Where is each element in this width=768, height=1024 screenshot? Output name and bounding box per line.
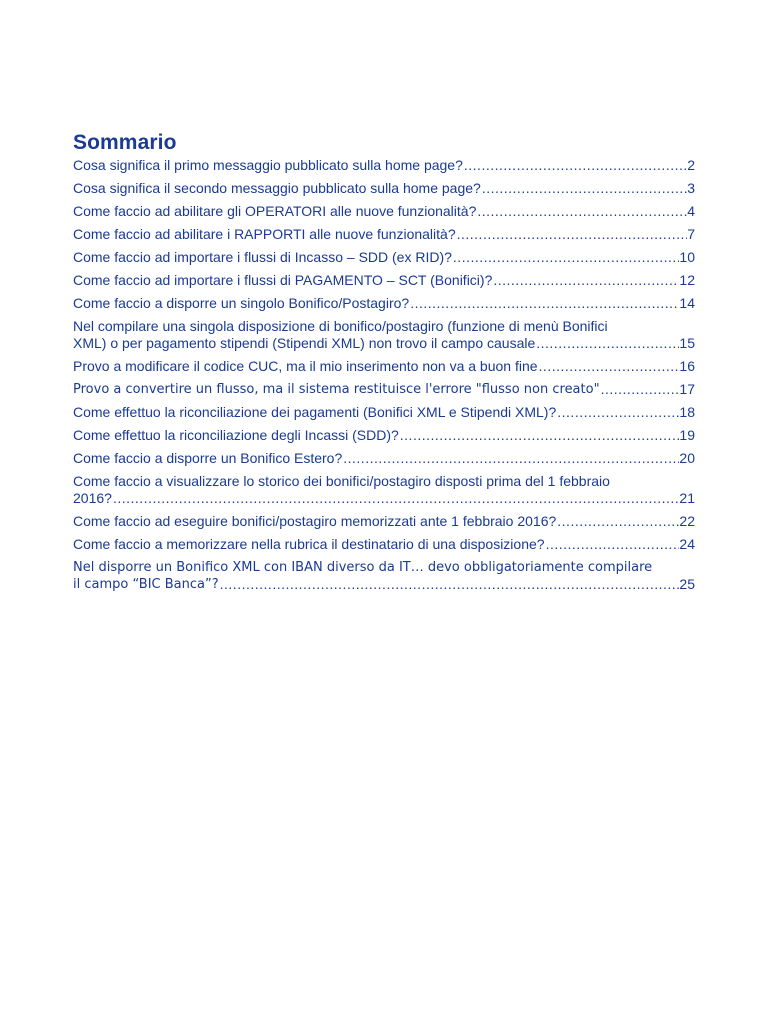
toc-leader-dots (492, 272, 679, 289)
toc-entry[interactable] (73, 203, 695, 220)
toc-entry-title: Come faccio a disporre un singolo Bonifico/Postagiro? (73, 295, 410, 311)
toc-entry[interactable] (73, 513, 695, 530)
toc-entry-title: Come faccio a disporre un Bonifico Estero? (73, 450, 343, 466)
toc-entry-title: Come faccio ad importare i flussi di PAGAMENTO – SCT (Bonifici)? (73, 272, 493, 288)
toc-page-number: 7 (687, 226, 695, 242)
toc-leader-dots (481, 180, 687, 197)
toc-page-number: 4 (687, 203, 695, 219)
toc-entry-title: Come effettuo la riconciliazione degli Incassi (SDD)? (73, 427, 399, 443)
toc-entry-title: Provo a modificare il codice CUC, ma il mio inserimento non va a buon fine (73, 358, 538, 374)
toc-entry-title-line2: il campo “BIC Banca”? (73, 577, 219, 592)
toc-leader-dots (463, 157, 687, 174)
toc-leader-dots (556, 513, 679, 530)
toc-entry-title-line1: Nel compilare una singola disposizione di bonifico/postagiro (funzione di menù Bonifici (73, 318, 608, 334)
toc-leader-dots (456, 226, 688, 243)
toc-page-number: 24 (679, 536, 695, 552)
toc-page-number: 17 (679, 381, 695, 397)
toc-leader-dots (535, 335, 679, 352)
toc-entry-title-line2: XML) o per pagamento stipendi (Stipendi XML) non trovo il campo causale (73, 335, 536, 351)
toc-entry-last-line (73, 576, 695, 593)
toc-page-number: 15 (679, 335, 695, 351)
toc-entry-title-line1: Nel disporre un Bonifico XML con IBAN diverso da IT… devo obbligatoriamente compilare (73, 560, 653, 575)
toc-leader-dots (452, 249, 680, 266)
toc-page-number: 18 (679, 404, 695, 420)
toc-entry-title: Provo a convertire un flusso, ma il sistema restituisce l'errore "flusso non creato" (73, 382, 600, 397)
toc-entry[interactable] (73, 450, 695, 467)
toc-entry[interactable] (73, 427, 695, 444)
toc-list (73, 157, 695, 599)
toc-page-number: 16 (679, 358, 695, 374)
toc-entry-title: Come faccio ad abilitare i RAPPORTI alle nuove funzionalità? (73, 226, 456, 242)
toc-leader-dots (545, 536, 680, 553)
toc-entry-title-line2: 2016? (73, 490, 112, 506)
toc-leader-dots (399, 427, 680, 444)
toc-entry[interactable] (73, 157, 695, 174)
toc-leader-dots (538, 358, 680, 375)
toc-entry[interactable] (73, 226, 695, 243)
toc-entry-title: Come faccio ad eseguire bonifici/postagiro memorizzati ante 1 febbraio 2016? (73, 513, 557, 529)
toc-page-number: 3 (687, 180, 695, 196)
toc-page-number: 22 (679, 513, 695, 529)
toc-entry-title: Come faccio a memorizzare nella rubrica il destinatario di una disposizione? (73, 536, 545, 552)
toc-page-number: 25 (679, 576, 695, 592)
toc-leader-dots (342, 450, 679, 467)
toc-entry[interactable] (73, 295, 695, 312)
toc-entry[interactable] (73, 536, 695, 553)
toc-entry[interactable] (73, 381, 695, 398)
toc-entry-last-line (73, 490, 695, 507)
toc-leader-dots (600, 381, 680, 398)
toc-entry[interactable] (73, 358, 695, 375)
toc-entry-last-line (73, 335, 695, 352)
toc-page-number: 21 (679, 490, 695, 506)
toc-page-number: 14 (679, 295, 695, 311)
toc-entry[interactable] (73, 180, 695, 197)
toc-page-number: 10 (679, 249, 695, 265)
toc-entry[interactable] (73, 559, 695, 593)
toc-page-number: 20 (679, 450, 695, 466)
toc-leader-dots (409, 295, 679, 312)
toc-heading: Sommario (73, 131, 177, 154)
toc-leader-dots (556, 404, 679, 421)
toc-entry-title: Cosa significa il secondo messaggio pubblicato sulla home page? (73, 180, 481, 196)
toc-page-number: 12 (679, 272, 695, 288)
toc-entry-title: Cosa significa il primo messaggio pubblicato sulla home page? (73, 157, 463, 173)
toc-page-number: 2 (687, 157, 695, 173)
toc-leader-dots (112, 490, 679, 507)
toc-entry[interactable] (73, 473, 695, 507)
toc-page-number: 19 (679, 427, 695, 443)
toc-entry[interactable] (73, 318, 695, 352)
toc-entry-title: Come faccio ad importare i flussi di Incasso – SDD (ex RID)? (73, 249, 452, 265)
toc-leader-dots (476, 203, 687, 220)
toc-entry-title: Come faccio ad abilitare gli OPERATORI alle nuove funzionalità? (73, 203, 477, 219)
toc-entry[interactable] (73, 249, 695, 266)
toc-entry[interactable] (73, 272, 695, 289)
toc-leader-dots (219, 576, 680, 593)
toc-entry-title-line1: Come faccio a visualizzare lo storico dei bonifici/postagiro disposti prima del 1 febbraio (73, 473, 610, 489)
toc-entry[interactable] (73, 404, 695, 421)
toc-entry-title: Come effettuo la riconciliazione dei pagamenti (Bonifici XML e Stipendi XML)? (73, 404, 557, 420)
